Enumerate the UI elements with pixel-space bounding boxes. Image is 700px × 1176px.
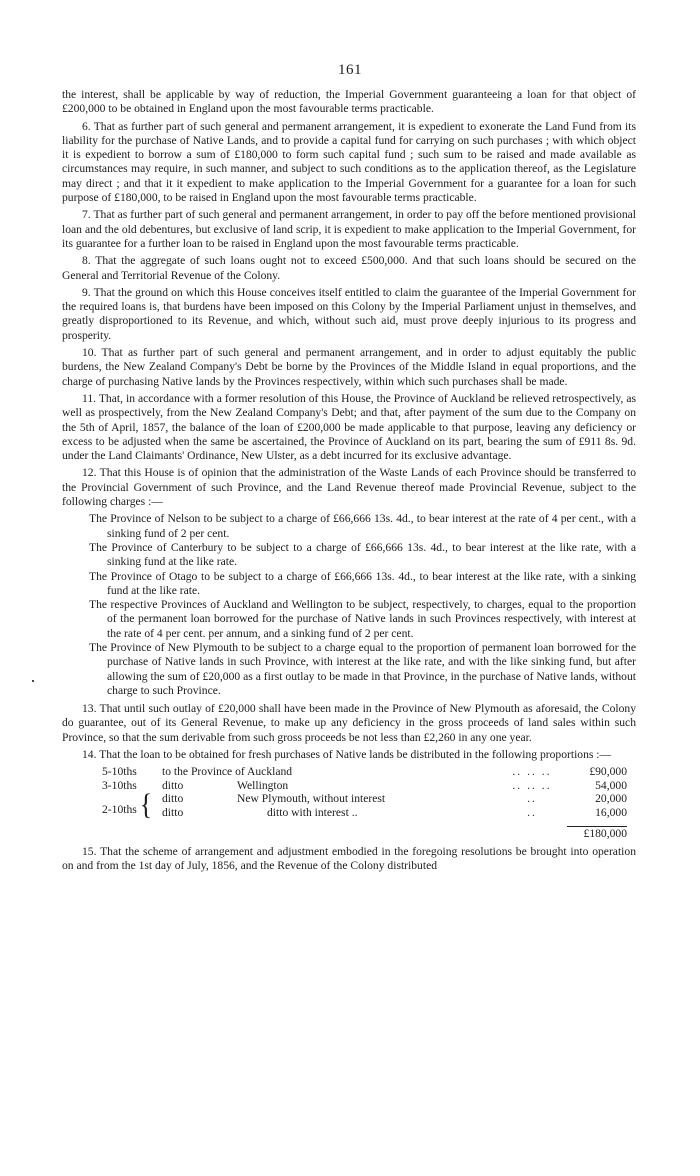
brace-fraction-cell (102, 787, 162, 821)
place-cell: Wellington (237, 778, 289, 792)
amount-cell: £90,000 (589, 765, 627, 779)
charge-text: The respective Provinces of Auckland and Wellington to be subject, respectively, to charges, equal to the proportion of the permanent loan borrowed for the purchase of Native lands in such Provinces respectively, with interest at the rate of 4 per cent. per annum, and a sinking fund of 2 per cent. (89, 598, 636, 640)
place-cell: ditto with interest .. (267, 805, 358, 819)
place-cell: to the Province of Auckland (162, 765, 293, 779)
leader-dots: .. .. .. (512, 778, 552, 792)
leader-dots: .. (527, 805, 537, 819)
distribution-table (102, 765, 627, 841)
fraction-cell: 3-10ths (102, 778, 137, 792)
charge-item (62, 541, 636, 570)
paragraph-14: 14. That the loan to be obtained for fresh purchases of Native lands be distributed in the following proportions :— (82, 748, 612, 762)
spacer-cell (102, 827, 567, 841)
ditto-cell: ditto (162, 778, 184, 792)
charge-text: The Province of Canterbury to be subject to a charge of £66,666 13s. 4d., to bear interest at the like rate, with a sinking fund at the like rate. (89, 540, 636, 569)
total-row (102, 827, 627, 841)
leader-dots: .. .. .. (512, 765, 552, 779)
charge-text: The Province of Nelson to be subject to a charge of £66,666 13s. 4d., to bear interest at the rate of 4 per cent., with a sinking fund of 2 per cent. (89, 512, 636, 540)
charge-text: The Province of New Plymouth to be subject to a charge equal to the proportion of permanent loan borrowed for the purchase of Native lands in such Province, with interest at the like rate, and with the like sinking fund, but after allowing the sum of £20,000 as a first outlay to be made in that Province, in the purchase of Native lands, without charge to such Province. (89, 640, 636, 697)
spacer-cell (567, 819, 627, 827)
table-row (102, 765, 627, 778)
fraction-label: 2-10ths (102, 802, 137, 816)
charge-text: The Province of Otago to be subject to a charge of £66,666 13s. 4d., to bear interest at the like rate, with a sinking fund at the like rate. (89, 569, 636, 597)
place-cell: New Plymouth, without interest (237, 792, 386, 806)
paragraph-9: 9. That the ground on which this House conceives itself entitled to claim the guarantee of the Imperial Government for the required loans is, that burdens have been imposed on this Colony by the Imperial Parliament unjust in themselves, and greatly disproportioned to its Revenue, and which, without such aid, must prove deeply injurious to its progress and prosperity. (62, 285, 636, 342)
charge-item (62, 598, 636, 641)
charges-list (62, 512, 636, 698)
ditto-cell: ditto (162, 792, 184, 806)
fraction-cell: 5-10ths (102, 765, 137, 779)
table-row (102, 779, 627, 792)
spacer-cell (102, 819, 567, 827)
charge-item (62, 512, 636, 541)
table-row (102, 806, 627, 819)
amount-cell: 20,000 (595, 792, 627, 806)
leader-dots: .. (527, 792, 537, 806)
ink-speck (32, 680, 34, 682)
amount-cell: 16,000 (595, 805, 627, 819)
table-row (102, 792, 627, 805)
paragraph-12: 12. That this House is of opinion that the administration of the Waste Lands of each Province should be transferred to the Provincial Government of such Province, and the Land Revenue thereof made Provincial Revenue, subject to the following charges :— (62, 466, 636, 509)
document-body (62, 88, 636, 876)
paragraph-intro: the interest, shall be applicable by way of reduction, the Imperial Government guaranteeing a loan for that object of £200,000 to be obtained in England upon the most favourable terms practicable. (62, 88, 636, 116)
table-row (102, 819, 627, 827)
ditto-cell: ditto (162, 805, 184, 819)
paragraph-8: 8. That the aggregate of such loans ought not to exceed £500,000. And that such loans should be secured on the General and Territorial Revenue of the Colony. (62, 254, 636, 282)
curly-brace-icon: { (139, 787, 153, 821)
amount-cell: 54,000 (595, 778, 627, 792)
charge-item (62, 570, 636, 599)
paragraph-13: 13. That until such outlay of £20,000 shall have been made in the Province of New Plymouth as aforesaid, the Colony do guarantee, out of its General Revenue, to make up any deficiency in the gross proceeds of land sales within such Province, so that the sum derivable from such gross proceeds be not less than £2,260 in any one year. (62, 702, 636, 744)
paragraph-6: 6. That as further part of such general and permanent arrangement, it is expedient to exonerate the Land Fund from its liability for the purchase of Native Lands, and to provide a capital fund for carrying on such purchases ; with which object it is expedient to borrow a sum of £180,000 to form such capital fund ; such sum to be raised and made available as circumstances may require, in such manner, and subject to such conditions as to the application thereof, as the Legislature may direct ; and that it it expedient to make application to the Imperial Government for a guarantee for a loan for such purpose of £180,000, to be raised in England upon the most favourable terms practicable. (62, 119, 636, 205)
paragraph-15: 15. That the scheme of arrangement and adjustment embodied in the foregoing resolutions be brought into operation on and from the 1st day of July, 1856, and the Revenue of the Colony distributed (62, 844, 636, 873)
paragraph-11: 11. That, in accordance with a former resolution of this House, the Province of Auckland be relieved retrospectively, as well as prospectively, from the New Zealand Company's Debt; and that, after payment of the sum due to the Company on the 5th of April, 1857, the balance of the loan of £200,000 be made applicable to that purpose, leaving any deficiency or excess to be adjusted when the same be ascertained, the Province of Auckland on its part, bearing the sum of £911 8s. 9d. under the Land Claimants' Ordinance, New Ulster, as a debt incurred for its exclusive advantage. (62, 391, 636, 463)
charge-item (62, 641, 636, 698)
page-number: 161 (338, 62, 362, 78)
paragraph-10: 10. That as further part of such general and permanent arrangement, and in order to adjust equitably the public burdens, the New Zealand Company's Debt be borne by the Provinces of the Middle Island in equal proportions, and the charge of purchasing Native lands by the Provinces respectively, within which such purchases shall be made. (62, 346, 636, 388)
paragraph-7: 7. That as further part of such general and permanent arrangement, in order to pay off the before mentioned provisional loan and the old debentures, but exclusive of land scrip, it is expedient to make application to the Imperial Government, for its guarantee for a further loan to be raised in England upon the most favourable terms practicable. (62, 208, 636, 250)
total-amount: £180,000 (567, 827, 627, 841)
